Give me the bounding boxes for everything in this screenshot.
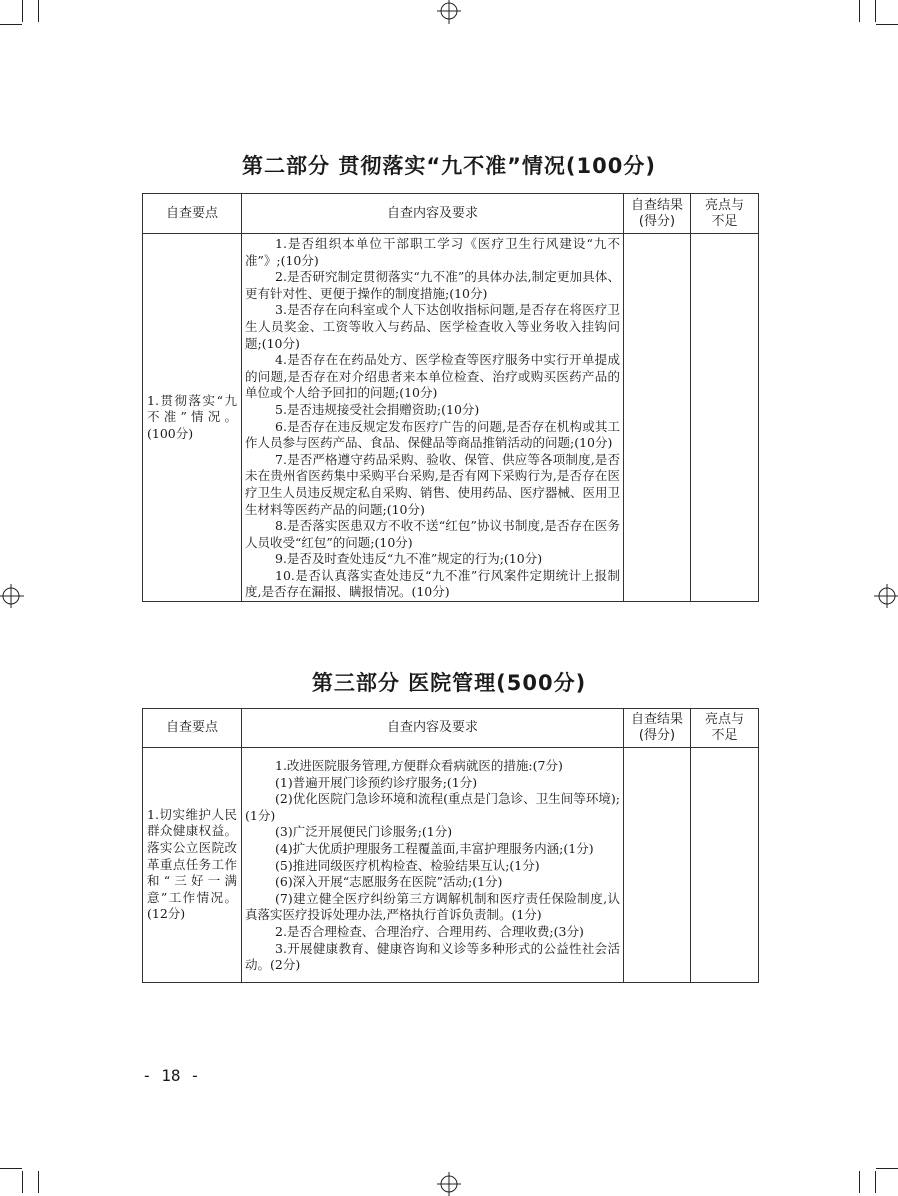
crop-mark [875,1171,876,1193]
check-point-cell: 1.切实维护人民群众健康权益。落实公立医院改革重点任务工作和“三好一满意”工作情况。(12分) [143,748,242,983]
crop-mark [22,0,23,22]
content-item: 5.是否违规接受社会捐赠资助;(10分) [275,401,480,417]
content-item: 9.是否及时查处违反“九不准”规定的行为;(10分) [275,551,543,567]
highlights-cell [691,748,759,983]
crop-mark [0,1168,22,1169]
content-item: 3.是否存在向科室或个人下达创收指标问题,是否存在将医疗卫生人员奖金、工资等收入与药品、医学检查收入等业务收入挂钩问题;(10分) [245,302,620,351]
page-number: - 18 - [142,1066,200,1085]
crop-mark [38,0,39,22]
content-item: (5)推进同级医疗机构检查、检验结果互认;(1分) [275,857,540,873]
crop-mark [875,0,876,22]
registration-mark-icon [435,1168,463,1196]
content-item: 10.是否认真落实查处违反“九不准”行风案件定期统计上报制度,是否存在漏报、瞒报情况。(10分) [245,567,620,600]
content-item: 2.是否研究制定贯彻落实“九不准”的具体办法,制定更加具体、更有针对性、更便于操作的制度措施;(10分) [245,269,620,301]
content-item: 1.改进医院服务管理,方便群众看病就医的措施:(7分) [275,758,563,773]
content-item: (1)普遍开展门诊预约诊疗服务;(1分) [275,774,478,790]
crop-mark [876,24,898,25]
crop-mark [876,1168,898,1169]
content-item: 1.是否组织本单位干部职工学习《医疗卫生行风建设“九不准”》;(10分) [245,236,620,268]
part3-title: 第三部分 医院管理(500分) [311,671,587,695]
registration-mark-icon [870,582,898,610]
crop-mark [0,24,22,25]
header-check-content: 自查内容及要求 [242,194,624,234]
header-check-result: 自查结果 (得分) [624,194,691,234]
content-item: (4)扩大优质护理服务工程覆盖面,丰富护理服务内涵;(1分) [275,840,594,856]
crop-mark [22,1171,23,1193]
result-cell [624,234,691,602]
check-point-cell: 1.贯彻落实“九不准”情况。(100分) [143,234,242,602]
content-item: 3.开展健康教育、健康咨询和义诊等多种形式的公益性社会活动。(2分) [245,940,620,973]
registration-mark-icon [435,0,463,28]
crop-mark [38,1171,39,1193]
registration-mark-icon [0,582,28,610]
content-item: 2.是否合理检查、合理治疗、合理用药、合理收费;(3分) [275,923,584,939]
content-item: 7.是否严格遵守药品采购、验收、保管、供应等各项制度,是否未在贵州省医药集中采购平台采购,是否有网下采购行为,是否存在医疗卫生人员违反规定私自采购、销售、使用药品、医疗器械、医用卫生材料等医药产品的问题;(10分) [245,451,621,517]
header-check-point: 自查要点 [143,194,242,234]
content-item: (2)优化医院门急诊环境和流程(重点是门急诊、卫生间等环境);(1分) [245,791,620,823]
part3-table [142,708,759,983]
part2-table [142,193,759,602]
highlights-cell [691,234,759,602]
content-item: (3)广泛开展便民门诊服务;(1分) [275,824,453,840]
header-highlights: 亮点与 不足 [691,194,759,234]
header-check-result: 自查结果 (得分) [624,709,691,748]
content-item: (6)深入开展“志愿服务在医院”活动;(1分) [275,874,503,890]
result-cell [624,748,691,983]
content-item: 6.是否存在违反规定发布医疗广告的问题,是否存在机构或其工作人员参与医药产品、食品、保健品等商品推销活动的问题;(10分) [245,418,620,451]
check-content-cell [242,748,624,983]
part2-title: 第二部分 贯彻落实“九不准”情况(100分) [242,154,656,178]
header-check-point: 自查要点 [143,709,242,748]
crop-mark [859,1171,860,1193]
crop-mark [859,0,860,22]
content-item: (7)建立健全医疗纠纷第三方调解机制和医疗责任保险制度,认真落实医疗投诉处理办法,严格执行首诉负责制。(1分) [245,890,620,923]
header-check-content: 自查内容及要求 [242,709,624,748]
content-item: 8.是否落实医患双方不收不送“红包”协议书制度,是否存在医务人员收受“红包”的问题;(10分) [245,518,620,550]
header-highlights: 亮点与 不足 [691,709,759,748]
check-content-cell [242,234,624,602]
content-item: 4.是否存在在药品处方、医学检查等医疗服务中实行开单提成的问题,是否存在对介绍患者来本单位检查、治疗或购买医药产品的单位或个人给予回扣的问题;(10分) [245,352,620,401]
